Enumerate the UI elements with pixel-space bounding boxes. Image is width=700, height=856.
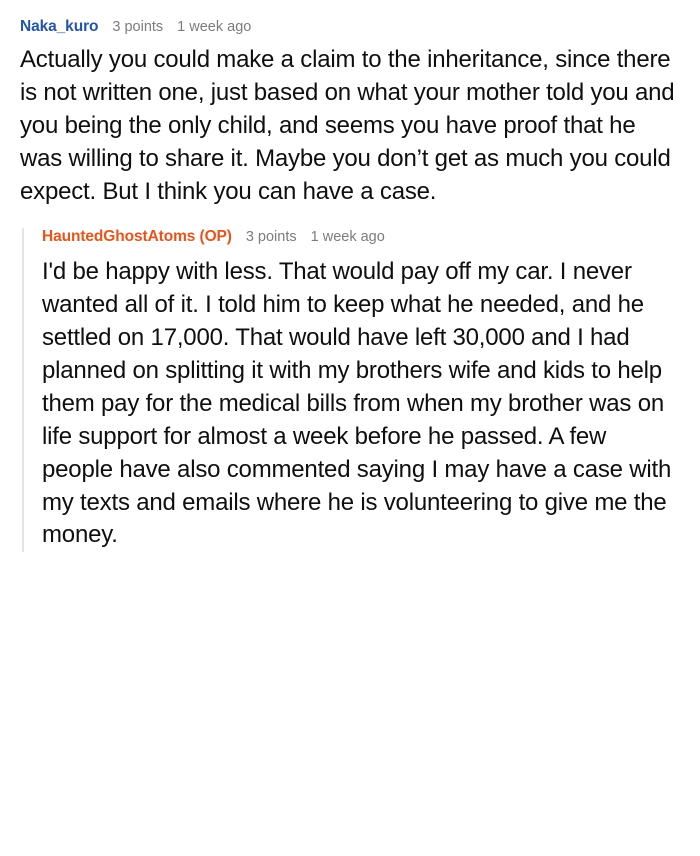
comment-author-link[interactable]: Naka_kuro: [20, 18, 99, 35]
comment-points: 3 points: [245, 229, 297, 246]
comment-timestamp: 1 week ago: [310, 229, 385, 246]
comment-reply: [22, 228, 684, 552]
comment-author-link-op[interactable]: HauntedGhostAtoms (OP): [42, 228, 232, 246]
comment-timestamp: 1 week ago: [177, 19, 252, 35]
comment-body-text: I'd be happy with less. That would pay off my car. I never wanted all of it. I told him to keep what he needed, and he settled on 17,000. That would have left 30,000 and I had planned on splitting it with my brothers wife and kids to help them pay for the medical bills from when my brother was on life support for almost a week before he passed. A few people have also commented saying I may have a case with my texts and emails where he is volunteering to give me the money.: [42, 258, 672, 549]
comment-body-text: Actually you could make a claim to the inheritance, since there is not written one, just based on what your mother told you and you being the only child, and seems you have proof that he was willing to share it. Maybe you don’t get as much you could expect. But I think you can have a case.: [20, 46, 675, 205]
comment-meta: [42, 228, 684, 246]
comment-points: 3 points: [112, 19, 164, 35]
comment-meta: [20, 18, 684, 36]
comment-top-level: [20, 18, 684, 208]
